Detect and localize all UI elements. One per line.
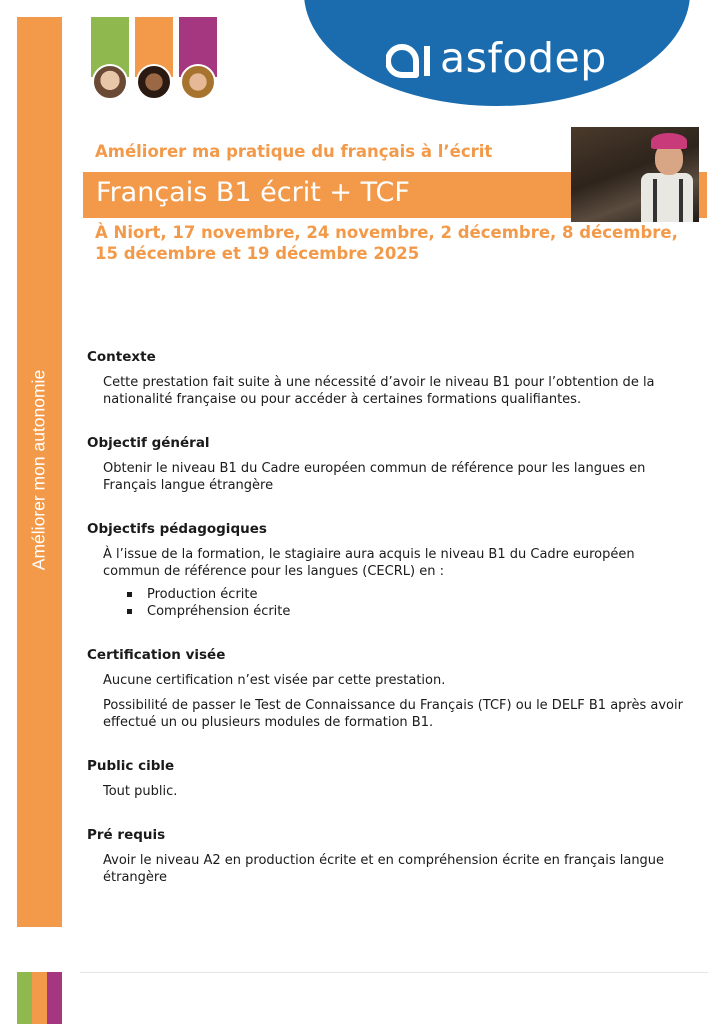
session-dates: À Niort, 17 novembre, 24 novembre, 2 décembre, 8 décembre, 15 décembre et 19 décembre 2025 xyxy=(95,223,678,263)
section-text: À l’issue de la formation, le stagiaire aura acquis le niveau B1 du Cadre européen commun de référence pour les langues (CECRL) en : xyxy=(103,547,635,579)
course-description xyxy=(87,349,687,913)
purple-stripe xyxy=(47,972,62,1024)
list-item: Production écrite xyxy=(111,586,687,603)
section-objectif-general xyxy=(87,435,687,494)
section-certification xyxy=(87,647,687,731)
section-contexte xyxy=(87,349,687,408)
footer-divider xyxy=(80,972,708,973)
section-title: Objectif général xyxy=(87,435,210,451)
avatar xyxy=(92,64,128,100)
section-public-cible xyxy=(87,758,687,800)
section-text: Aucune certification n’est visée par cette prestation. xyxy=(103,673,446,688)
section-text: Avoir le niveau A2 en production écrite et en compréhension écrite en français langue étrangère xyxy=(103,853,665,885)
page-subtitle: Améliorer ma pratique du français à l’écrit xyxy=(95,142,493,161)
green-stripe xyxy=(17,972,32,1024)
section-objectifs-pedagogiques xyxy=(87,521,687,620)
logo-text: asfodep xyxy=(440,34,607,82)
section-text: Obtenir le niveau B1 du Cadre européen commun de référence pour les langues en Français langue étrangère xyxy=(103,461,646,493)
logo-icon xyxy=(386,40,432,82)
section-text: Possibilité de passer le Test de Connaissance du Français (TCF) ou le DELF B1 après avoir effectué un ou plusieurs modules de formation B1. xyxy=(103,698,683,730)
section-title: Certification visée xyxy=(87,647,226,663)
section-text: Tout public. xyxy=(103,784,178,799)
section-title: Pré requis xyxy=(87,827,166,843)
section-title: Objectifs pédagogiques xyxy=(87,521,267,537)
sidebar-label: Améliorer mon autonomie xyxy=(28,369,49,571)
avatar xyxy=(136,64,172,100)
list-item: Compréhension écrite xyxy=(111,603,687,620)
section-text: Cette prestation fait suite à une nécessité d’avoir le niveau B1 pour l’obtention de la nationalité française ou pour accéder à certaines formations qualifiantes. xyxy=(103,375,655,407)
section-title: Contexte xyxy=(87,349,156,365)
bullet-list xyxy=(87,586,687,620)
page-title: Français B1 écrit + TCF xyxy=(96,177,410,208)
avatar xyxy=(180,64,216,100)
orange-stripe xyxy=(32,972,47,1024)
section-prerequis xyxy=(87,827,687,886)
section-title: Public cible xyxy=(87,758,175,774)
header-photo xyxy=(571,127,699,222)
